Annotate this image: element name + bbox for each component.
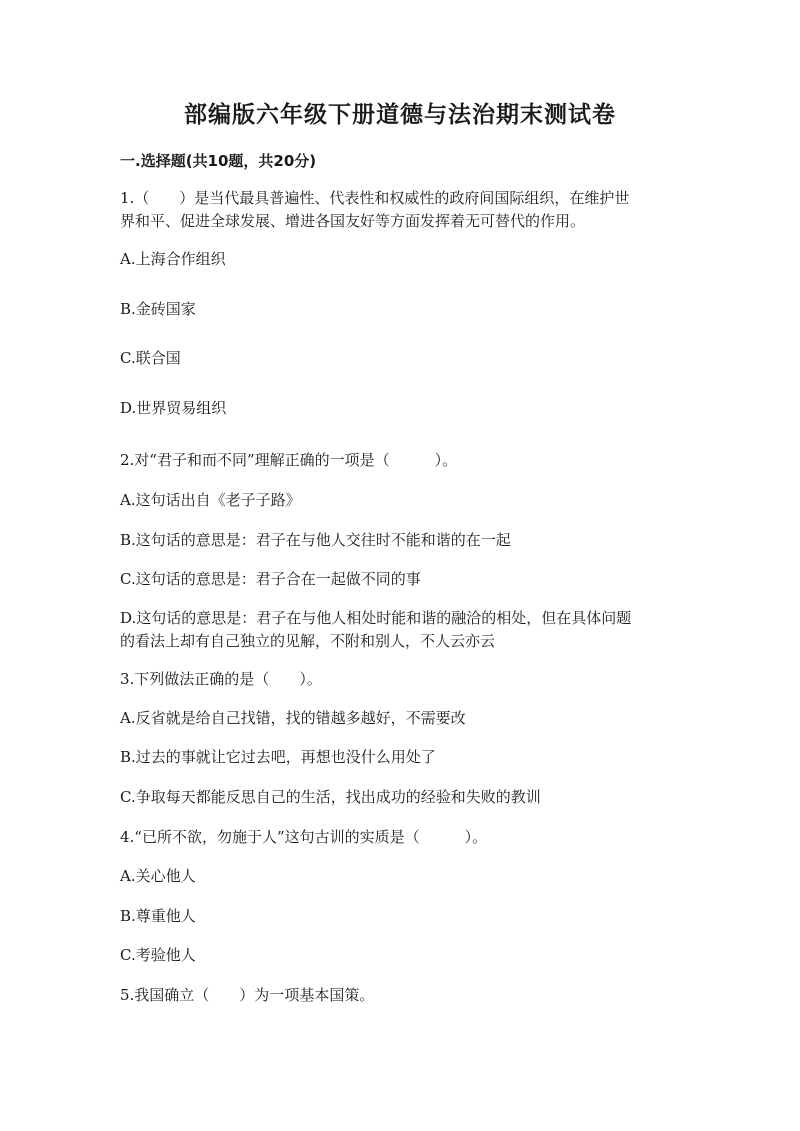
option-2d-line-2: 的看法上却有自己独立的见解，不附和别人，不人云亦云 — [120, 632, 496, 650]
question-4: 4.“已所不欲，勿施于人”这句古训的实质是（ ）。 — [120, 828, 488, 846]
option-2c: C.这句话的意思是：君子合在一起做不同的事 — [120, 570, 421, 588]
question-3: 3.下列做法正确的是（ ）。 — [120, 670, 322, 688]
question-1-line-2: 界和平、促进全球发展、增进各国友好等方面发挥着无可替代的作用。 — [120, 212, 586, 230]
exam-title: 部编版六年级下册道德与法治期末测试卷 — [184, 102, 616, 128]
option-2b: B.这句话的意思是：君子在与他人交往时不能和谐的在一起 — [120, 531, 511, 549]
option-2a: A.这句话出自《老子子路》 — [120, 491, 301, 509]
option-3b: B.过去的事就让它过去吧，再想也没什么用处了 — [120, 748, 436, 766]
option-3c: C.争取每天都能反思自己的生活，找出成功的经验和失败的教训 — [120, 788, 541, 806]
option-1b: B.金砖国家 — [120, 300, 196, 318]
question-1-line-1: 1.（ ）是当代最具普遍性、代表性和权威性的政府间国际组织，在维护世 — [120, 189, 630, 207]
section-heading: 一.选择题(共10题，共20分) — [120, 152, 317, 170]
option-1d: D.世界贸易组织 — [120, 399, 227, 417]
option-4b: B.尊重他人 — [120, 907, 196, 925]
option-1a: A.上海合作组织 — [120, 250, 226, 268]
option-4a: A.关心他人 — [120, 867, 196, 885]
option-4c: C.考验他人 — [120, 946, 196, 964]
question-5: 5.我国确立（ ）为一项基本国策。 — [120, 986, 375, 1004]
option-1c: C.联合国 — [120, 349, 181, 367]
option-3a: A.反省就是给自己找错，找的错越多越好，不需要改 — [120, 709, 466, 727]
option-2d-line-1: D.这句话的意思是：君子在与他人相处时能和谐的融洽的相处，但在具体问题 — [120, 609, 632, 627]
question-2: 2.对“君子和而不同”理解正确的一项是（ ）。 — [120, 451, 458, 469]
